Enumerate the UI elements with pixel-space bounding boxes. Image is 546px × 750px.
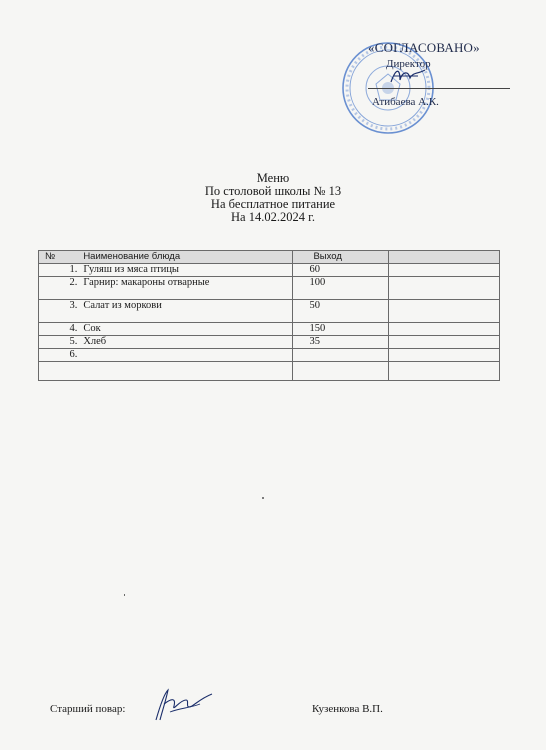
header-num: № [39, 251, 80, 264]
header-empty [388, 251, 499, 264]
menu-table [38, 250, 500, 381]
row-empty-cell [388, 336, 499, 349]
table-row [39, 336, 500, 349]
approval-block [360, 38, 520, 118]
approval-title: «СОГЛАСОВАНО» [368, 40, 480, 55]
row-output: 50 [293, 300, 389, 323]
row-output-blank [293, 362, 389, 381]
director-name: Атибаева А.К. [372, 96, 439, 108]
speck [262, 497, 264, 499]
row-empty-cell [388, 264, 499, 277]
row-empty-cell [388, 277, 499, 300]
table-row-blank [39, 362, 500, 381]
table-row [39, 300, 500, 323]
menu-date: На 14.02.2024 г. [231, 210, 315, 224]
row-dish-name: Сок [79, 323, 293, 336]
row-dish-name: Салат из моркови [79, 300, 293, 323]
row-num-blank [39, 362, 80, 381]
table-row [39, 277, 500, 300]
row-dish-name: Гарнир: макароны отварные [79, 277, 293, 300]
menu-title: Меню [256, 171, 290, 185]
row-empty-cell [388, 349, 499, 362]
row-num: 2. [39, 277, 80, 300]
speck [124, 594, 125, 596]
row-num: 5. [39, 336, 80, 349]
row-name-blank [79, 362, 293, 381]
table-row [39, 264, 500, 277]
school-canteen-line: По столовой школы № 13 [204, 184, 342, 198]
header-dish-name: Наименование блюда [79, 251, 293, 264]
row-dish-name [79, 349, 293, 362]
row-dish-name: Хлеб [79, 336, 293, 349]
table-row [39, 349, 500, 362]
row-num: 1. [39, 264, 80, 277]
row-output: 35 [293, 336, 389, 349]
table-row [39, 323, 500, 336]
row-num: 6. [39, 349, 80, 362]
row-output: 150 [293, 323, 389, 336]
director-signature-icon [388, 64, 428, 88]
row-output [293, 349, 389, 362]
header-output: Выход [293, 251, 389, 264]
director-label: Директор [386, 58, 431, 70]
signature-line [368, 88, 510, 89]
row-dish-name: Гуляш из мяса птицы [79, 264, 293, 277]
row-empty-cell [388, 362, 499, 381]
row-num: 4. [39, 323, 80, 336]
table-header-row [39, 251, 500, 264]
cook-label: Старший повар: [50, 703, 126, 715]
cook-name: Кузенкова В.П. [312, 703, 383, 715]
cook-signature-icon [150, 686, 218, 724]
row-empty-cell [388, 323, 499, 336]
free-meals-line: На бесплатное питание [210, 197, 336, 211]
row-num: 3. [39, 300, 80, 323]
row-output: 60 [293, 264, 389, 277]
row-empty-cell [388, 300, 499, 323]
row-output: 100 [293, 277, 389, 300]
